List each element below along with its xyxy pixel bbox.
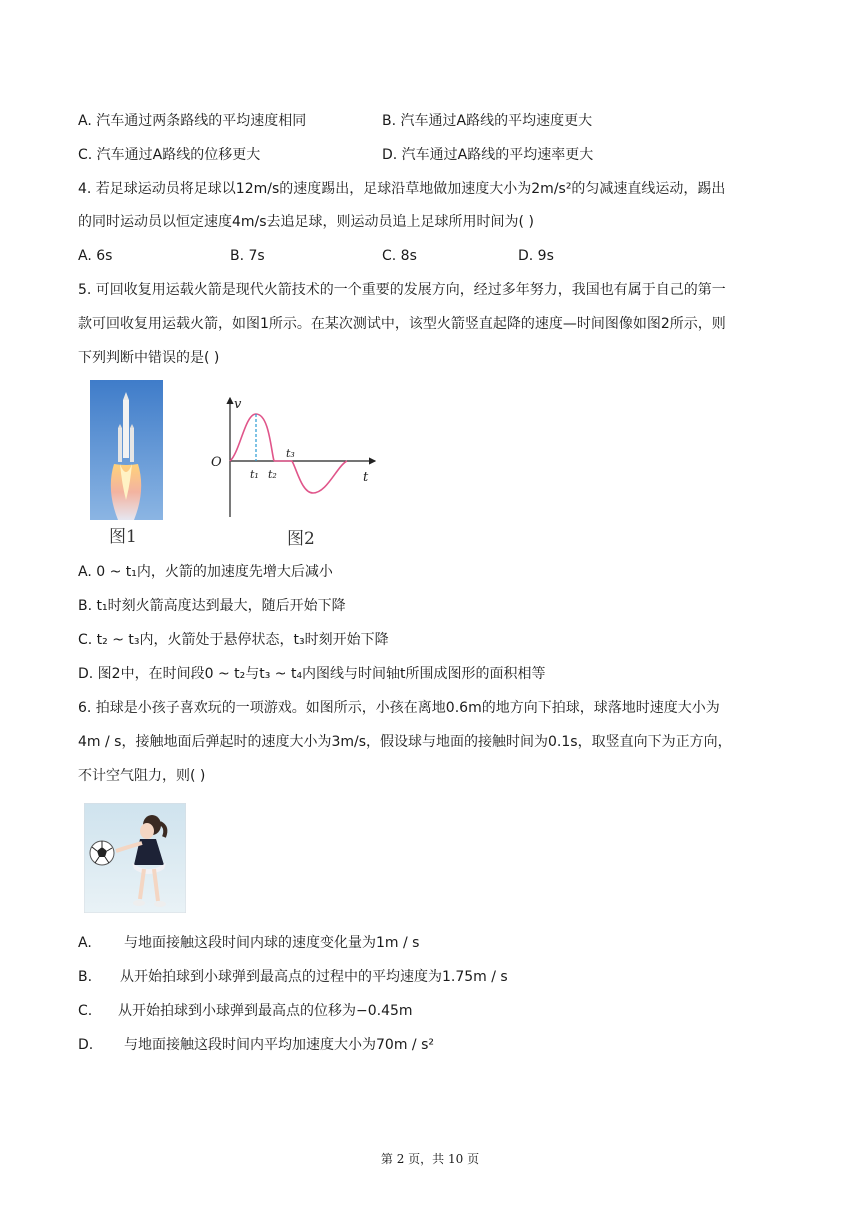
- q5-option-d: D. 图2中，在时间段0 ~ t₂与t₃ ~ t₄内图线与时间轴t所围成图形的面积相等: [78, 666, 546, 682]
- q6-option-a-label: A.: [78, 935, 92, 951]
- graph-origin-label: O: [211, 455, 222, 470]
- graph-t1-label: t₁: [250, 468, 259, 481]
- q6-option-a-text: 与地面接触这段时间内球的速度变化量为1m / s: [124, 935, 420, 951]
- q5-option-b: B. t₁时刻火箭高度达到最大，随后开始下降: [78, 598, 346, 614]
- figure1-caption: 图1: [109, 527, 137, 547]
- rocket-photo: [90, 380, 163, 520]
- child-ball-photo: [84, 803, 186, 913]
- q4-stem-line2: 的同时运动员以恒定速度4m/s去追足球，则运动员追上足球所用时间为( ): [78, 214, 534, 230]
- q4-option-c: C. 8s: [382, 248, 417, 264]
- graph-t2-label: t₂: [268, 468, 277, 481]
- q6-option-c-text: 从开始拍球到小球弹到最高点的位移为−0.45m: [118, 1003, 413, 1019]
- q4-option-d: D. 9s: [518, 248, 554, 264]
- graph-v-label: v: [234, 397, 242, 412]
- graph-t3-label: t₃: [286, 447, 295, 460]
- page-footer: 第 2 页，共 10 页: [380, 1152, 480, 1166]
- q5-option-a: A. 0 ~ t₁内，火箭的加速度先增大后减小: [78, 564, 333, 580]
- q4-stem-line1: 4. 若足球运动员将足球以12m/s的速度踢出，足球沿草地做加速度大小为2m/s²的匀减速直线运动，踢出: [78, 181, 726, 197]
- q6-option-b-label: B.: [78, 969, 93, 985]
- q5-option-c: C. t₂ ~ t₃内，火箭处于悬停状态，t₃时刻开始下降: [78, 632, 389, 648]
- q6-stem-line1: 6. 拍球是小孩子喜欢玩的一项游戏。如图所示，小孩在离地0.6m的地方向下拍球，球落地时速度大小为: [78, 700, 720, 716]
- figure2-caption: 图2: [287, 529, 315, 549]
- q6-option-d-label: D.: [78, 1037, 94, 1053]
- q4-option-b: B. 7s: [230, 248, 265, 264]
- q4-option-a: A. 6s: [78, 248, 113, 264]
- graph-t-label: t: [363, 470, 369, 485]
- q3-option-d: D. 汽车通过A路线的平均速率更大: [382, 147, 594, 163]
- q5-stem-line2: 款可回收复用运载火箭，如图1所示。在某次测试中，该型火箭竖直起降的速度—时间图像如图2所示，则: [78, 316, 726, 332]
- q3-option-b: B. 汽车通过A路线的平均速度更大: [382, 113, 593, 129]
- q6-option-d-text: 与地面接触这段时间内平均加速度大小为70m / s²: [124, 1037, 434, 1053]
- q5-stem-line3: 下列判断中错误的是( ): [78, 350, 220, 366]
- velocity-time-graph: [205, 392, 385, 522]
- q6-option-c-label: C.: [78, 1003, 93, 1019]
- q5-stem-line1: 5. 可回收复用运载火箭是现代火箭技术的一个重要的发展方向，经过多年努力，我国也有属于自己的第一: [78, 282, 726, 298]
- q6-stem-line2: 4m / s，接触地面后弹起时的速度大小为3m/s，假设球与地面的接触时间为0.1s，取竖直向下为正方向，: [78, 734, 732, 750]
- q6-option-b-text: 从开始拍球到小球弹到最高点的过程中的平均速度为1.75m / s: [120, 969, 508, 985]
- q3-option-a: A. 汽车通过两条路线的平均速度相同: [78, 113, 307, 129]
- q3-option-c: C. 汽车通过A路线的位移更大: [78, 147, 261, 163]
- q6-stem-line3: 不计空气阻力，则( ): [78, 768, 206, 784]
